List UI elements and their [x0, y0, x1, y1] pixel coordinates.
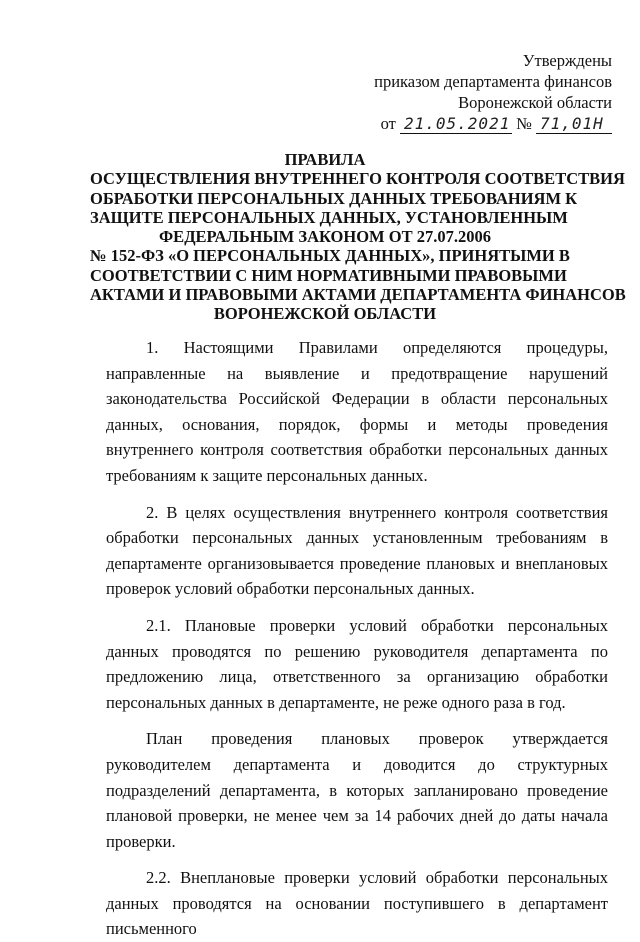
- approval-region-text: Воронежской области: [458, 93, 612, 112]
- title-line: ОСУЩЕСТВЛЕНИЯ ВНУТРЕННЕГО КОНТРОЛЯ СООТВЕТСТВИЯ: [90, 169, 625, 189]
- paragraph-1: 1. Настоящими Правилами определяются процедуры, направленные на выявление и предотвращение нарушений законодательства Российской Федерации в области персональных данных, основания, порядок, формы и методы проведения внутреннего контроля соответствия обработки персональных данных требованиям к защите персональных данных.: [106, 338, 608, 485]
- paragraph-2-2: 2.2. Внеплановые проверки условий обработки персональных данных проводятся на основании поступившего в департамент письменного: [106, 868, 608, 939]
- approval-heading: Утверждены: [522, 51, 612, 70]
- approval-date-number-line: [374, 113, 612, 134]
- title-line: ОБРАБОТКИ ПЕРСОНАЛЬНЫХ ДАННЫХ ТРЕБОВАНИЯМ К: [90, 188, 578, 208]
- number-label: №: [516, 114, 532, 133]
- paragraph-2: 2. В целях осуществления внутреннего контроля соответствия обработки персональных данных установленным требованиям в департаменте организовывается проведение плановых и внеплановых проверок условий обработки персональных данных.: [106, 502, 608, 599]
- document-title: [90, 150, 626, 324]
- title-line: ФЕДЕРАЛЬНЫМ ЗАКОНОМ ОТ 27.07.2006: [159, 227, 491, 247]
- title-line: ПРАВИЛА: [284, 150, 366, 169]
- title-line: АКТАМИ И ПРАВОВЫМИ АКТАМИ ДЕПАРТАМЕНТА ФИНАНСОВ: [90, 285, 626, 305]
- title-line: № 152-ФЗ «О ПЕРСОНАЛЬНЫХ ДАННЫХ», ПРИНЯТЫМИ В: [90, 246, 570, 266]
- handwritten-number: 71,01Н: [536, 115, 612, 134]
- approval-stamp-block: [374, 50, 612, 134]
- from-label: от: [380, 114, 396, 133]
- paragraph-2-1: 2.1. Плановые проверки условий обработки персональных данных проводятся по решению руководителя департамента по предложению лица, ответственного за организацию обработки персональных данных в департаменте, не реже одного раза в год.: [106, 615, 608, 712]
- title-line: ЗАЩИТЕ ПЕРСОНАЛЬНЫХ ДАННЫХ, УСТАНОВЛЕННЫМ: [90, 207, 568, 227]
- paragraph-plan: План проведения плановых проверок утверждается руководителем департамента и доводится до структурных подразделений департамента, в которых запланировано проведение плановой проверки, не менее чем за 14 рабочих дней до даты начала проверки.: [106, 729, 608, 851]
- approval-order-text: приказом департамента финансов: [374, 72, 612, 91]
- document-body: [106, 335, 608, 942]
- handwritten-date: 21.05.2021: [400, 115, 512, 134]
- title-line: ВОРОНЕЖСКОЙ ОБЛАСТИ: [213, 304, 437, 324]
- title-line: СООТВЕТСТВИИ С НИМ НОРМАТИВНЫМИ ПРАВОВЫМИ: [90, 265, 567, 285]
